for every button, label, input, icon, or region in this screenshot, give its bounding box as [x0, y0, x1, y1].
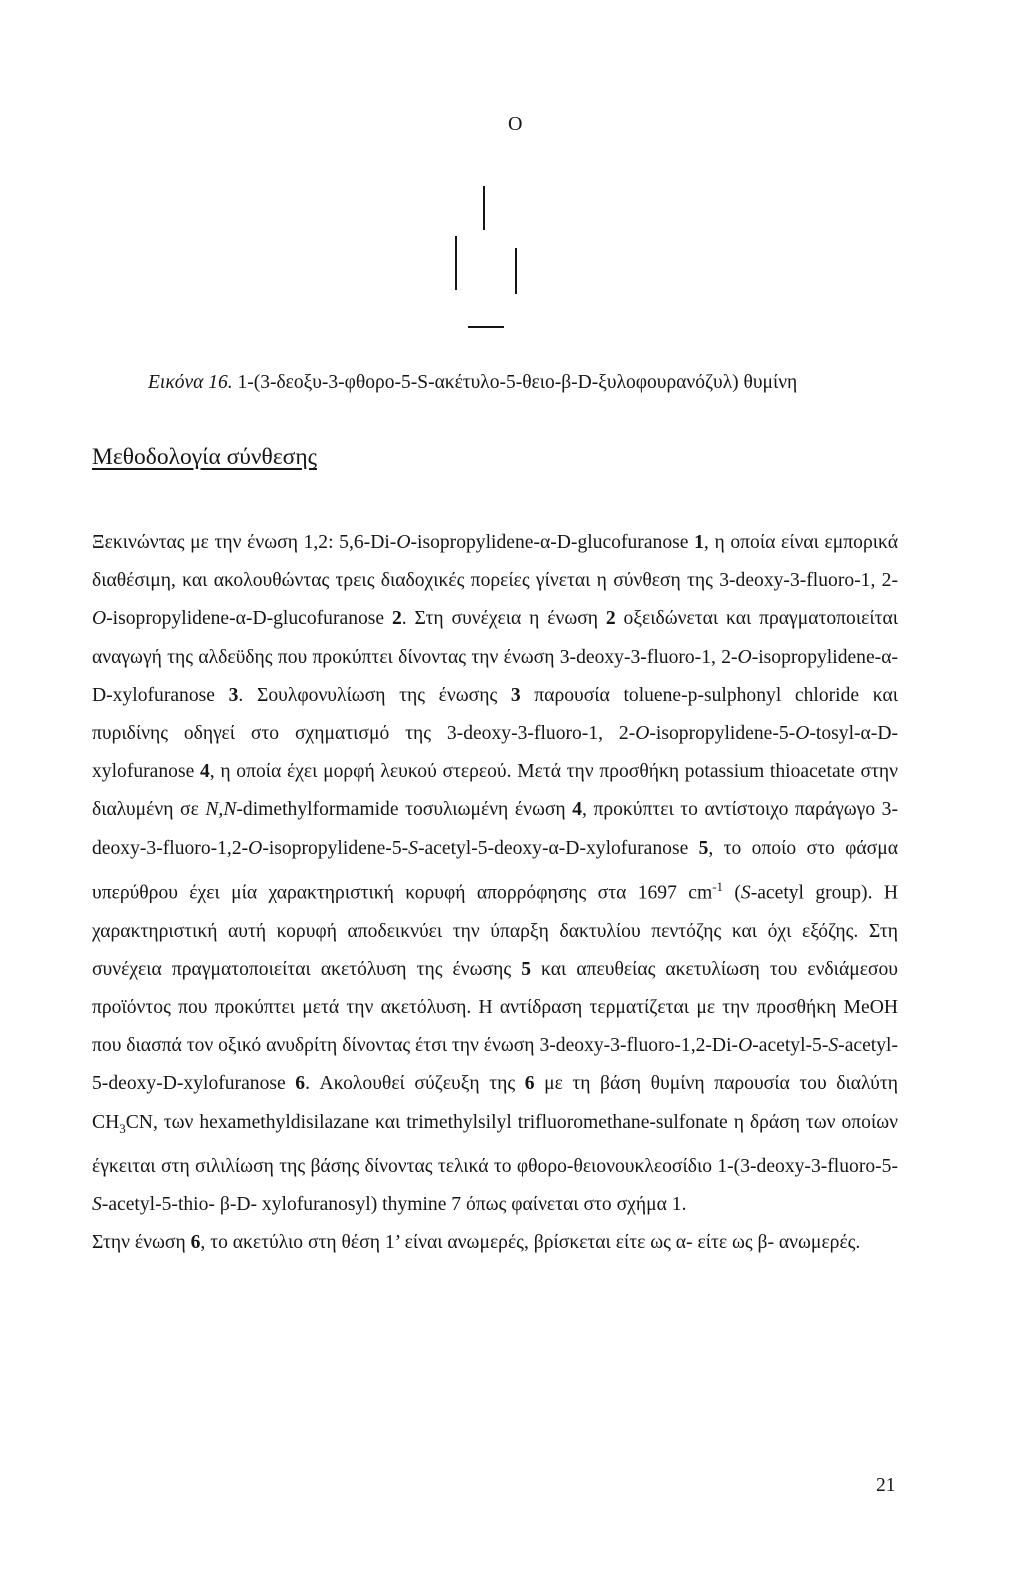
text-run: -isopropylidene-5- — [649, 723, 796, 745]
text-run: 3 — [119, 1120, 126, 1136]
text-run: ( — [723, 882, 741, 904]
oxygen-atom-label: O — [508, 113, 523, 135]
text-run: . Ακολουθεί σύζευξη της — [305, 1073, 525, 1095]
text-run: 2 — [391, 608, 402, 630]
text-run: , η οποία έχει μορφή λευκού στερεού. Μετά την προσθήκη potassium thioacetate στην διαλυμένη σε — [92, 761, 898, 821]
text-run: S — [408, 837, 418, 859]
text-run: -acetyl-5-deoxy-D-xylofuranose — [92, 1035, 898, 1095]
text-run: , το οποίο στο φάσμα υπερύθρου έχει μία χαρακτηριστική κορυφή απορρόφησης στα 1697 cm — [92, 837, 899, 904]
text-run: S — [740, 882, 751, 904]
chemical-structure-fragment — [440, 110, 540, 340]
text-run: 4 — [199, 761, 210, 783]
text-run: -isopropylidene-α-D-glucofuranose — [410, 532, 695, 553]
body-text — [92, 524, 898, 1262]
bond-line — [483, 186, 485, 230]
text-run: O — [737, 646, 752, 668]
text-run: 3 — [510, 684, 521, 706]
text-run: S — [828, 1035, 839, 1057]
text-run: -acetyl-5-thio- β-D- xylofuranosyl) thymine 7 όπως φαίνεται στο σχήμα 1. — [101, 1193, 687, 1215]
text-run: -tosyl-α-D-xylofuranose — [92, 723, 898, 783]
figure-caption — [148, 372, 908, 394]
text-run: O — [635, 723, 650, 745]
text-run: O — [795, 723, 810, 745]
text-run: -acetyl-5- — [752, 1035, 829, 1057]
text-run: -isopropylidene-α-D-xylofuranose — [92, 646, 898, 706]
paragraph — [92, 524, 898, 1224]
bond-line — [455, 236, 457, 290]
paragraph — [92, 1224, 898, 1262]
bond-line — [515, 248, 517, 294]
text-run: με τη βάση θυμίνη παρουσία του διαλύτη CH — [92, 1073, 898, 1133]
text-run: 5 — [698, 837, 709, 859]
text-run: 5 — [521, 958, 531, 980]
text-run: , η οποία είναι εμπορικά διαθέσιμη, και ακολουθώντας τρεις διαδοχικές πορείες γίνεται η σύνθεση της 3-deoxy-3-fluoro-1, 2- — [92, 532, 898, 592]
text-run: . Σουλφονυλίωση της ένωσης — [238, 684, 511, 706]
text-run: οξειδώνεται και πραγματοποιείται αναγωγή της αλδεϋδης που προκύπτει δίνοντας την ένωση 3-deoxy-3-fluoro-1, 2- — [92, 608, 899, 668]
text-run: -isopropylidene-5- — [262, 837, 409, 859]
text-run: -1 — [712, 878, 724, 894]
text-run: παρουσία toluene-p-sulphonyl chloride και πυριδίνης οδηγεί στο σχηματισμό της 3-deoxy-3-fluoro-1, 2- — [92, 684, 898, 745]
text-run: -dimethylformamide τοσυλιωμένη ένωση — [236, 799, 573, 821]
text-run: , το ακετύλιο στη θέση 1’ είναι ανωμερές, βρίσκεται είτε ως α- είτε ως β- ανωμερές. — [200, 1232, 861, 1254]
text-run: -acetyl-5-deoxy-α-D-xylofuranose — [417, 837, 699, 859]
text-run: N,N — [205, 799, 237, 821]
text-run: Στην ένωση — [92, 1232, 191, 1254]
bond-line — [468, 326, 504, 328]
text-run: 6 — [295, 1073, 306, 1095]
text-run: Ξεκινώντας με την ένωση 1,2: 5,6-Di- — [92, 532, 397, 553]
text-run: 2 — [605, 608, 616, 630]
section-heading: Μεθοδολογία σύνθεσης — [92, 444, 317, 470]
page-number: 21 — [876, 1475, 896, 1496]
text-run: -acetyl group). Η χαρακτηριστική αυτή κορυφή αποδεικνύει την ύπαρξη δακτυλίου πεντόζης και όχι εξόζης. Στη συνέχεια πραγματοποιείται ακετόλυση της ένωσης — [92, 882, 898, 980]
text-run: S — [92, 1193, 102, 1215]
text-run: και απευθείας ακετυλίωση του ενδιάμεσου προϊόντος που προκύπτει μετά την ακετόλυση. Η αντίδραση τερματίζεται με την προσθήκη MeOH που διασπά τον οξικό ανυδρίτη δίνοντας έτσι την ένωση 3-deoxy-3-fluoro-1,2-Di- — [92, 958, 898, 1057]
text-run: CN, των hexamethyldisilazane και trimethylsilyl trifluoromethane-sulfonate η δράση των οποίων έγκειται στη σιλιλίωση της βάσης δίνοντας τελικά το φθορο-θειονουκλεοσίδιο 1-(3-deoxy-3-fluoro-5- — [92, 1111, 898, 1177]
text-run: O — [92, 608, 107, 630]
text-run: -isopropylidene-α-D-glucofuranose — [106, 608, 392, 630]
text-run: 4 — [572, 799, 582, 821]
text-run: O — [248, 837, 263, 859]
text-run: 3 — [228, 684, 239, 706]
figure-caption-label: Εικόνα 16. — [148, 372, 233, 393]
text-run: 6 — [524, 1073, 535, 1095]
text-run: O — [396, 532, 411, 553]
text-run: 1 — [694, 532, 704, 553]
text-run: O — [738, 1035, 753, 1057]
text-run: , προκύπτει το αντίστοιχο παράγωγο 3-deoxy-3-fluoro-1,2- — [92, 799, 898, 859]
figure-caption-text: 1-(3-δεοξυ-3-φθορο-5-S-ακέτυλο-5-θειο-β-D-ξυλοφουρανόζυλ) θυμίνη — [237, 372, 798, 393]
text-run: . Στη συνέχεια η ένωση — [401, 608, 606, 630]
text-run: 6 — [190, 1232, 201, 1254]
